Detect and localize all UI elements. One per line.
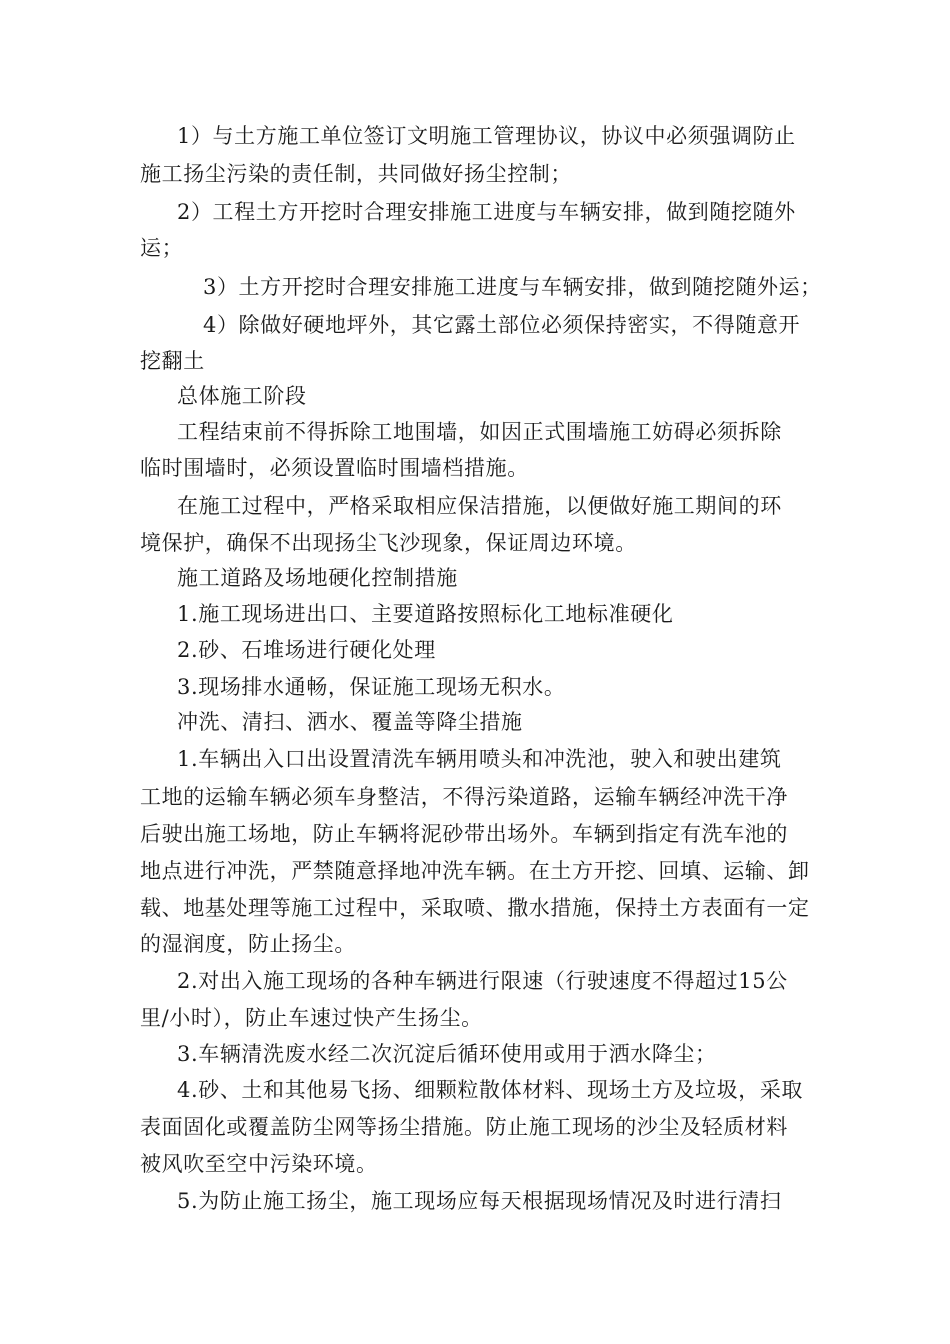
text-line: 3.现场排水通畅，保证施工现场无积水。 (177, 675, 566, 699)
text-line: 工地的运输车辆必须车身整洁，不得污染道路，运输车辆经冲洗干净 (140, 785, 788, 809)
text-line: 表面固化或覆盖防尘网等扬尘措施。防止施工现场的沙尘及轻质材料 (140, 1115, 788, 1139)
text-line: 的湿润度，防止扬尘。 (140, 932, 356, 956)
text-line: 4.砂、土和其他易飞扬、细颗粒散体材料、现场土方及垃圾，采取 (177, 1078, 804, 1102)
text-line: 境保护，确保不出现扬尘飞沙现象，保证周边环境。 (140, 531, 637, 555)
text-line: 3.车辆清洗废水经二次沉淀后循环使用或用于洒水降尘； (177, 1042, 717, 1066)
text-line: 施工扬尘污染的责任制，共同做好扬尘控制； (140, 162, 572, 186)
text-line: 2.砂、石堆场进行硬化处理 (177, 638, 436, 662)
text-line: 里/小时），防止车速过快产生扬尘。 (140, 1006, 483, 1030)
text-line: 2）工程土方开挖时合理安排施工进度与车辆安排，做到随挖随外 (177, 200, 796, 224)
text-line: 2.对出入施工现场的各种车辆进行限速（行驶速度不得超过15公 (177, 969, 788, 993)
text-line: 临时围墙时，必须设置临时围墙档措施。 (140, 456, 529, 480)
text-line: 载、地基处理等施工过程中，采取喷、撒水措施，保持土方表面有一定 (140, 896, 810, 920)
text-line: 1）与土方施工单位签订文明施工管理协议，协议中必须强调防止 (177, 124, 796, 148)
section-heading: 冲洗、清扫、洒水、覆盖等降尘措施 (177, 710, 523, 734)
text-line: 地点进行冲洗，严禁随意择地冲洗车辆。在土方开挖、回填、运输、卸 (140, 859, 810, 883)
text-line: 1.施工现场进出口、主要道路按照标化工地标准硬化 (177, 602, 674, 626)
text-line: 1.车辆出入口出设置清洗车辆用喷头和冲洗池，驶入和驶出建筑 (177, 747, 782, 771)
text-line: 5.为防止施工扬尘，施工现场应每天根据现场情况及时进行清扫 (177, 1189, 782, 1213)
text-line: 在施工过程中，严格采取相应保洁措施，以便做好施工期间的环 (177, 494, 782, 518)
section-heading: 施工道路及场地硬化控制措施 (177, 566, 458, 590)
text-line: 被风吹至空中污染环境。 (140, 1152, 378, 1176)
text-line: 后驶出施工场地，防止车辆将泥砂带出场外。车辆到指定有洗车池的 (140, 822, 788, 846)
section-heading: 总体施工阶段 (177, 384, 307, 408)
text-line: 挖翻土 (140, 349, 205, 373)
text-line: 4）除做好硬地坪外，其它露土部位必须保持密实，不得随意开 (203, 313, 801, 337)
text-line: 运； (140, 236, 184, 260)
text-line: 3）土方开挖时合理安排施工进度与车辆安排，做到随挖随外运； (203, 275, 822, 299)
text-line: 工程结束前不得拆除工地围墙，如因正式围墙施工妨碍必须拆除 (177, 420, 782, 444)
